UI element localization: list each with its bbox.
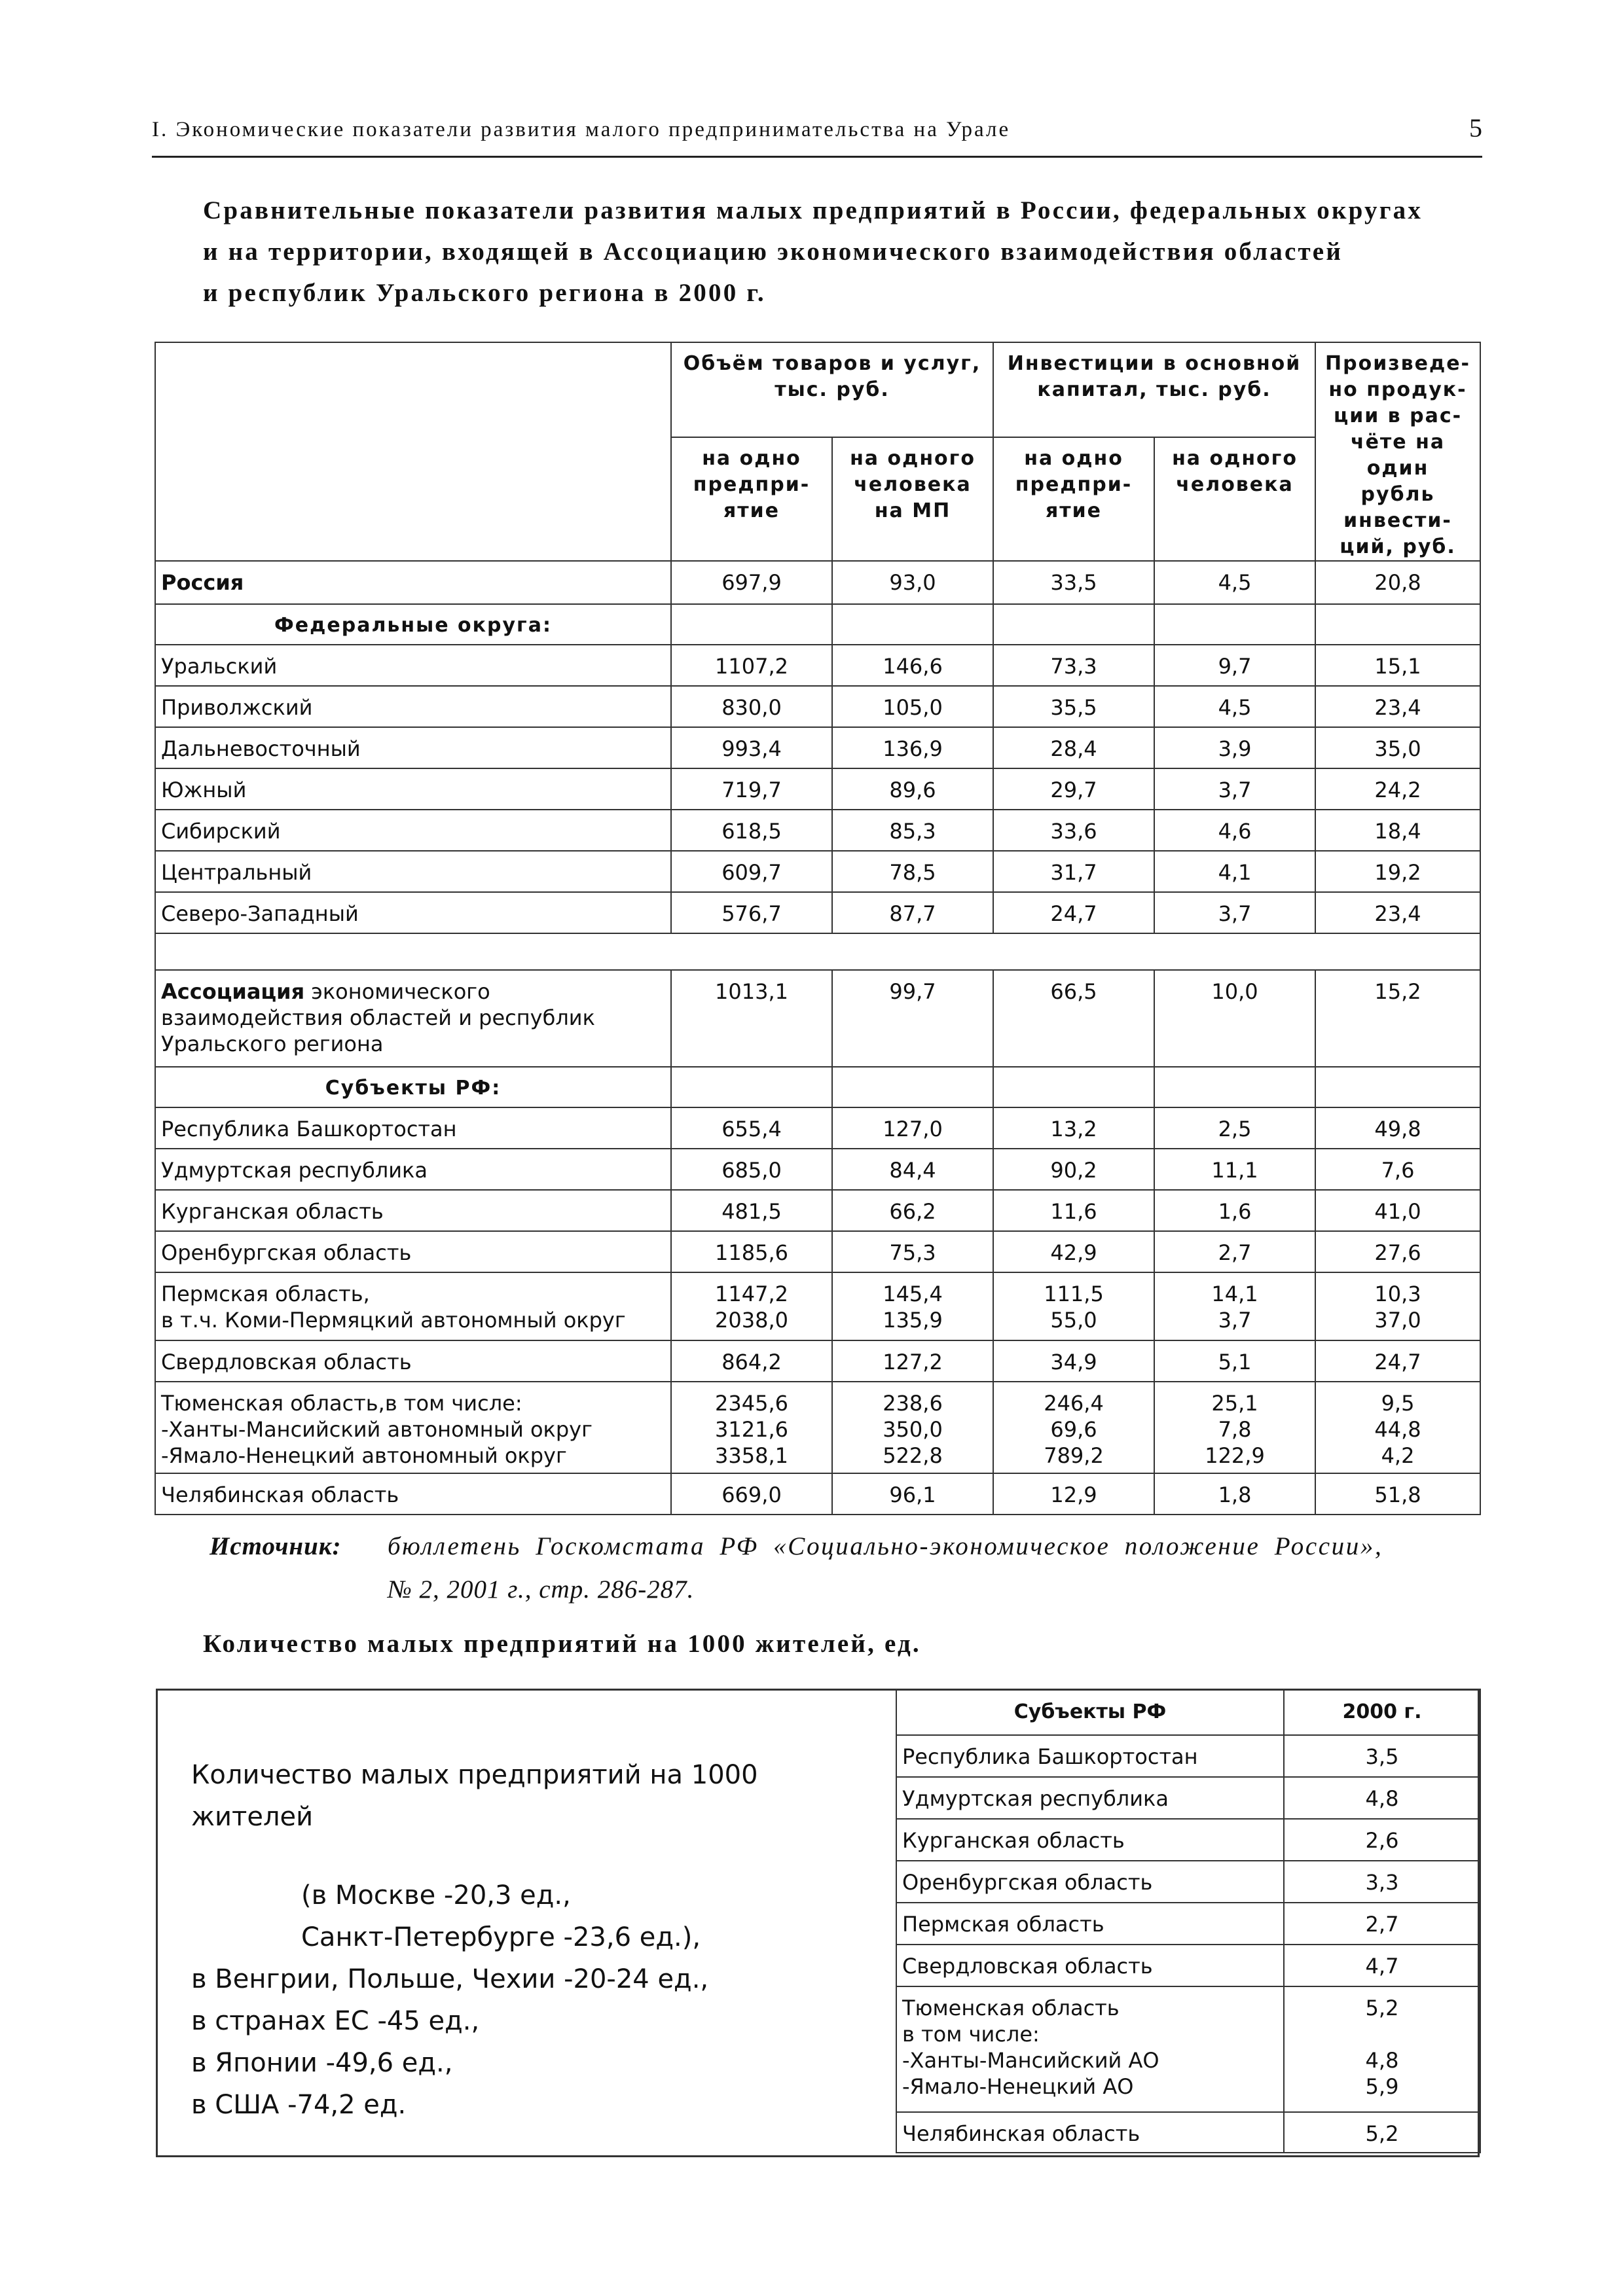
spacer-row xyxy=(155,933,1480,970)
cell-value: 669,0 xyxy=(671,1473,832,1515)
header-output: Произведе- но продук- ции в рас- чёте на один рубль инвести- ций, руб. xyxy=(1315,342,1480,561)
cell-value: 66,5 xyxy=(993,970,1154,1067)
cell-value: 99,7 xyxy=(832,970,993,1067)
cell-value: 33,5 xyxy=(993,561,1154,604)
cell-value: 685,0 xyxy=(671,1149,832,1190)
cell-value: 78,5 xyxy=(832,851,993,892)
cell-value: 4,6 xyxy=(1154,810,1315,851)
cell-value: 19,2 xyxy=(1315,851,1480,892)
row-label: Приволжский xyxy=(155,686,671,727)
table-row xyxy=(155,645,1480,686)
cell-value: 93,0 xyxy=(832,561,993,604)
cell-value: 66,2 xyxy=(832,1190,993,1231)
density-table xyxy=(896,1689,1481,2153)
density-comparison-text xyxy=(191,1754,885,2126)
table-row xyxy=(896,1903,1480,1945)
cell-value: 2,7 xyxy=(1154,1231,1315,1272)
cell-value: 10,0 xyxy=(1154,970,1315,1067)
cell-value: 87,7 xyxy=(832,892,993,933)
cell-value: 2,5 xyxy=(1154,1107,1315,1149)
cell-value: 3,5 xyxy=(1284,1735,1480,1777)
header-volume: Объём товаров и услуг, тыс. руб. xyxy=(671,342,993,437)
table-row xyxy=(155,1272,1480,1340)
association-bold: Ассоциация xyxy=(161,979,305,1004)
table-row xyxy=(155,970,1480,1067)
cell-value: 246,4 69,6 789,2 xyxy=(993,1382,1154,1473)
cell-value: 85,3 xyxy=(832,810,993,851)
row-label: Челябинская область xyxy=(896,2112,1284,2153)
cell-value: 73,3 xyxy=(993,645,1154,686)
cell-value: 609,7 xyxy=(671,851,832,892)
header-subject: Субъекты РФ xyxy=(896,1689,1284,1735)
association-rest: экономического взаимодействия областей и республик Уральского региона xyxy=(161,979,595,1056)
table-row xyxy=(155,1473,1480,1515)
cell-value: 11,6 xyxy=(993,1190,1154,1231)
cell-value: 3,7 xyxy=(1154,892,1315,933)
header-per-enterprise: на одно предпри- ятие xyxy=(671,437,832,561)
table-row xyxy=(155,1340,1480,1382)
density-moscow: (в Москве -20,3 ед., xyxy=(301,1880,571,1910)
cell-value: 33,6 xyxy=(993,810,1154,851)
table-row xyxy=(896,1819,1480,1861)
cell-value: 697,9 xyxy=(671,561,832,604)
cell-value: 41,0 xyxy=(1315,1190,1480,1231)
table-row xyxy=(896,2112,1480,2153)
cell-value: 9,5 44,8 4,2 xyxy=(1315,1382,1480,1473)
table-header-row xyxy=(896,1689,1480,1735)
row-label: Свердловская область xyxy=(155,1340,671,1382)
row-label: Центральный xyxy=(155,851,671,892)
cell-value: 5,2 4,8 5,9 xyxy=(1284,1986,1480,2112)
cell-value: 2345,6 3121,6 3358,1 xyxy=(671,1382,832,1473)
page-number: 5 xyxy=(1469,113,1482,143)
table-row xyxy=(155,851,1480,892)
table-row xyxy=(155,1382,1480,1473)
cell-value: 23,4 xyxy=(1315,892,1480,933)
table-row xyxy=(155,727,1480,768)
cell-value: 830,0 xyxy=(671,686,832,727)
cell-value: 23,4 xyxy=(1315,686,1480,727)
cell-value: 3,9 xyxy=(1154,727,1315,768)
running-header xyxy=(152,113,1482,158)
cell-value: 31,7 xyxy=(993,851,1154,892)
row-label: Курганская область xyxy=(896,1819,1284,1861)
cell-value: 12,9 xyxy=(993,1473,1154,1515)
table-row xyxy=(155,1231,1480,1272)
cell-value: 2,7 xyxy=(1284,1903,1480,1945)
cell-value: 1107,2 xyxy=(671,645,832,686)
header-per-person-mp: на одного человека на МП xyxy=(832,437,993,561)
table-row xyxy=(896,1777,1480,1819)
density-japan: в Японии -49,6 ед., xyxy=(191,2048,453,2078)
cell-value: 14,1 3,7 xyxy=(1154,1272,1315,1340)
table-row xyxy=(155,1107,1480,1149)
cell-value: 34,9 xyxy=(993,1340,1154,1382)
cell-value: 2,6 xyxy=(1284,1819,1480,1861)
row-label: Сибирский xyxy=(155,810,671,851)
comparative-table xyxy=(155,342,1481,1515)
header-investment: Инвестиции в основной капитал, тыс. руб. xyxy=(993,342,1315,437)
cell-value: 105,0 xyxy=(832,686,993,727)
cell-value: 25,1 7,8 122,9 xyxy=(1154,1382,1315,1473)
row-label: Дальневосточный xyxy=(155,727,671,768)
cell-value: 1185,6 xyxy=(671,1231,832,1272)
cell-value: 9,7 xyxy=(1154,645,1315,686)
cell-value: 4,5 xyxy=(1154,686,1315,727)
table2-title: Количество малых предприятий на 1000 жителей, ед. xyxy=(203,1630,921,1658)
table-row xyxy=(896,1861,1480,1903)
cell-value: 136,9 xyxy=(832,727,993,768)
row-label: Пермская область, в т.ч. Коми-Пермяцкий автономный округ xyxy=(155,1272,671,1340)
cell-value: 4,1 xyxy=(1154,851,1315,892)
cell-value: 5,1 xyxy=(1154,1340,1315,1382)
row-label: Оренбургская область xyxy=(896,1861,1284,1903)
table-row xyxy=(155,1149,1480,1190)
cell-value: 35,0 xyxy=(1315,727,1480,768)
cell-value: 24,7 xyxy=(993,892,1154,933)
table-row xyxy=(155,686,1480,727)
cell-value: 42,9 xyxy=(993,1231,1154,1272)
table-row xyxy=(155,810,1480,851)
row-label-association xyxy=(155,970,671,1067)
cell-value: 3,3 xyxy=(1284,1861,1480,1903)
cell-value: 993,4 xyxy=(671,727,832,768)
cell-value: 4,7 xyxy=(1284,1945,1480,1986)
cell-value: 145,4 135,9 xyxy=(832,1272,993,1340)
cell-value: 13,2 xyxy=(993,1107,1154,1149)
running-title: I. Экономические показатели развития малого предпринимательства на Урале xyxy=(152,118,1011,141)
cell-value: 11,1 xyxy=(1154,1149,1315,1190)
row-label: Уральский xyxy=(155,645,671,686)
cell-value: 618,5 xyxy=(671,810,832,851)
table1-title: Сравнительные показатели развития малых предприятий в России, федеральных округах и на территории, входящей в Ассоциацию экономического взаимодействия областей и республик Уральского региона в 2000 г. xyxy=(203,196,1423,307)
cell-value: 655,4 xyxy=(671,1107,832,1149)
section-row xyxy=(155,1067,1480,1107)
cell-value: 24,2 xyxy=(1315,768,1480,810)
density-hungary: в Венгрии, Польше, Чехии -20-24 ед., xyxy=(191,1964,709,1994)
row-label: Тюменская область в том числе: -Ханты-Мансийский АО -Ямало-Ненецкий АО xyxy=(896,1986,1284,2112)
cell-value: 111,5 55,0 xyxy=(993,1272,1154,1340)
row-label: Республика Башкортостан xyxy=(155,1107,671,1149)
cell-value: 1,8 xyxy=(1154,1473,1315,1515)
row-label: Республика Башкортостан xyxy=(896,1735,1284,1777)
cell-value: 7,6 xyxy=(1315,1149,1480,1190)
row-label: Южный xyxy=(155,768,671,810)
row-label: Пермская область xyxy=(896,1903,1284,1945)
cell-value: 576,7 xyxy=(671,892,832,933)
cell-value: 18,4 xyxy=(1315,810,1480,851)
cell-value: 24,7 xyxy=(1315,1340,1480,1382)
table-row xyxy=(896,1945,1480,1986)
cell-value: 27,6 xyxy=(1315,1231,1480,1272)
row-label: Свердловская область xyxy=(896,1945,1284,1986)
cell-value: 49,8 xyxy=(1315,1107,1480,1149)
cell-value: 146,6 xyxy=(832,645,993,686)
cell-value: 75,3 xyxy=(832,1231,993,1272)
row-label: Курганская область xyxy=(155,1190,671,1231)
cell-value: 1147,2 2038,0 xyxy=(671,1272,832,1340)
cell-value: 719,7 xyxy=(671,768,832,810)
cell-value: 15,1 xyxy=(1315,645,1480,686)
cell-value: 90,2 xyxy=(993,1149,1154,1190)
row-label: Россия xyxy=(155,561,671,604)
cell-value: 127,0 xyxy=(832,1107,993,1149)
cell-value: 1013,1 xyxy=(671,970,832,1067)
cell-value: 51,8 xyxy=(1315,1473,1480,1515)
cell-value: 28,4 xyxy=(993,727,1154,768)
table-row xyxy=(896,1735,1480,1777)
header-per-enterprise-inv: на одно предпри- ятие xyxy=(993,437,1154,561)
row-label: Удмуртская республика xyxy=(896,1777,1284,1819)
cell-value: 4,5 xyxy=(1154,561,1315,604)
cell-value: 4,8 xyxy=(1284,1777,1480,1819)
section-label-districts: Федеральные округа: xyxy=(155,604,671,645)
row-label: Оренбургская область xyxy=(155,1231,671,1272)
cell-value: 20,8 xyxy=(1315,561,1480,604)
cell-value: 864,2 xyxy=(671,1340,832,1382)
cell-value: 84,4 xyxy=(832,1149,993,1190)
cell-value: 3,7 xyxy=(1154,768,1315,810)
density-heading: Количество малых предприятий на 1000 жителей xyxy=(191,1760,758,1832)
cell-value: 5,2 xyxy=(1284,2112,1480,2153)
header-year: 2000 г. xyxy=(1284,1689,1480,1735)
row-label: Удмуртская республика xyxy=(155,1149,671,1190)
table-row xyxy=(155,768,1480,810)
row-label: Северо-Западный xyxy=(155,892,671,933)
header-blank-cell xyxy=(155,342,671,561)
density-eu: в странах ЕС -45 ед., xyxy=(191,2006,480,2036)
cell-value: 127,2 xyxy=(832,1340,993,1382)
density-spb: Санкт-Петербурге -23,6 ед.), xyxy=(301,1922,701,1952)
row-label: Тюменская область,в том числе: -Ханты-Мансийский автономный округ -Ямало-Ненецкий автономный округ xyxy=(155,1382,671,1473)
cell-value: 10,3 37,0 xyxy=(1315,1272,1480,1340)
table-row xyxy=(155,561,1480,604)
table-row xyxy=(155,892,1480,933)
header-per-person-inv: на одного человека xyxy=(1154,437,1315,561)
row-label: Челябинская область xyxy=(155,1473,671,1515)
cell-value: 15,2 xyxy=(1315,970,1480,1067)
table-row xyxy=(155,1190,1480,1231)
cell-value: 29,7 xyxy=(993,768,1154,810)
table-row xyxy=(896,1986,1480,2112)
cell-value: 35,5 xyxy=(993,686,1154,727)
cell-value: 238,6 350,0 522,8 xyxy=(832,1382,993,1473)
source-label: Источник: xyxy=(210,1532,342,1560)
cell-value: 1,6 xyxy=(1154,1190,1315,1231)
section-label-subjects: Субъекты РФ: xyxy=(155,1067,671,1107)
cell-value: 96,1 xyxy=(832,1473,993,1515)
source-text-line2: № 2, 2001 г., стр. 286-287. xyxy=(388,1575,695,1604)
cell-value: 481,5 xyxy=(671,1190,832,1231)
cell-value: 89,6 xyxy=(832,768,993,810)
section-row xyxy=(155,604,1480,645)
source-text-line1: бюллетень Госкомстата РФ «Социально-экономическое положение России», xyxy=(388,1532,1383,1560)
table-header-row xyxy=(155,342,1480,437)
density-usa: в США -74,2 ед. xyxy=(191,2090,407,2120)
